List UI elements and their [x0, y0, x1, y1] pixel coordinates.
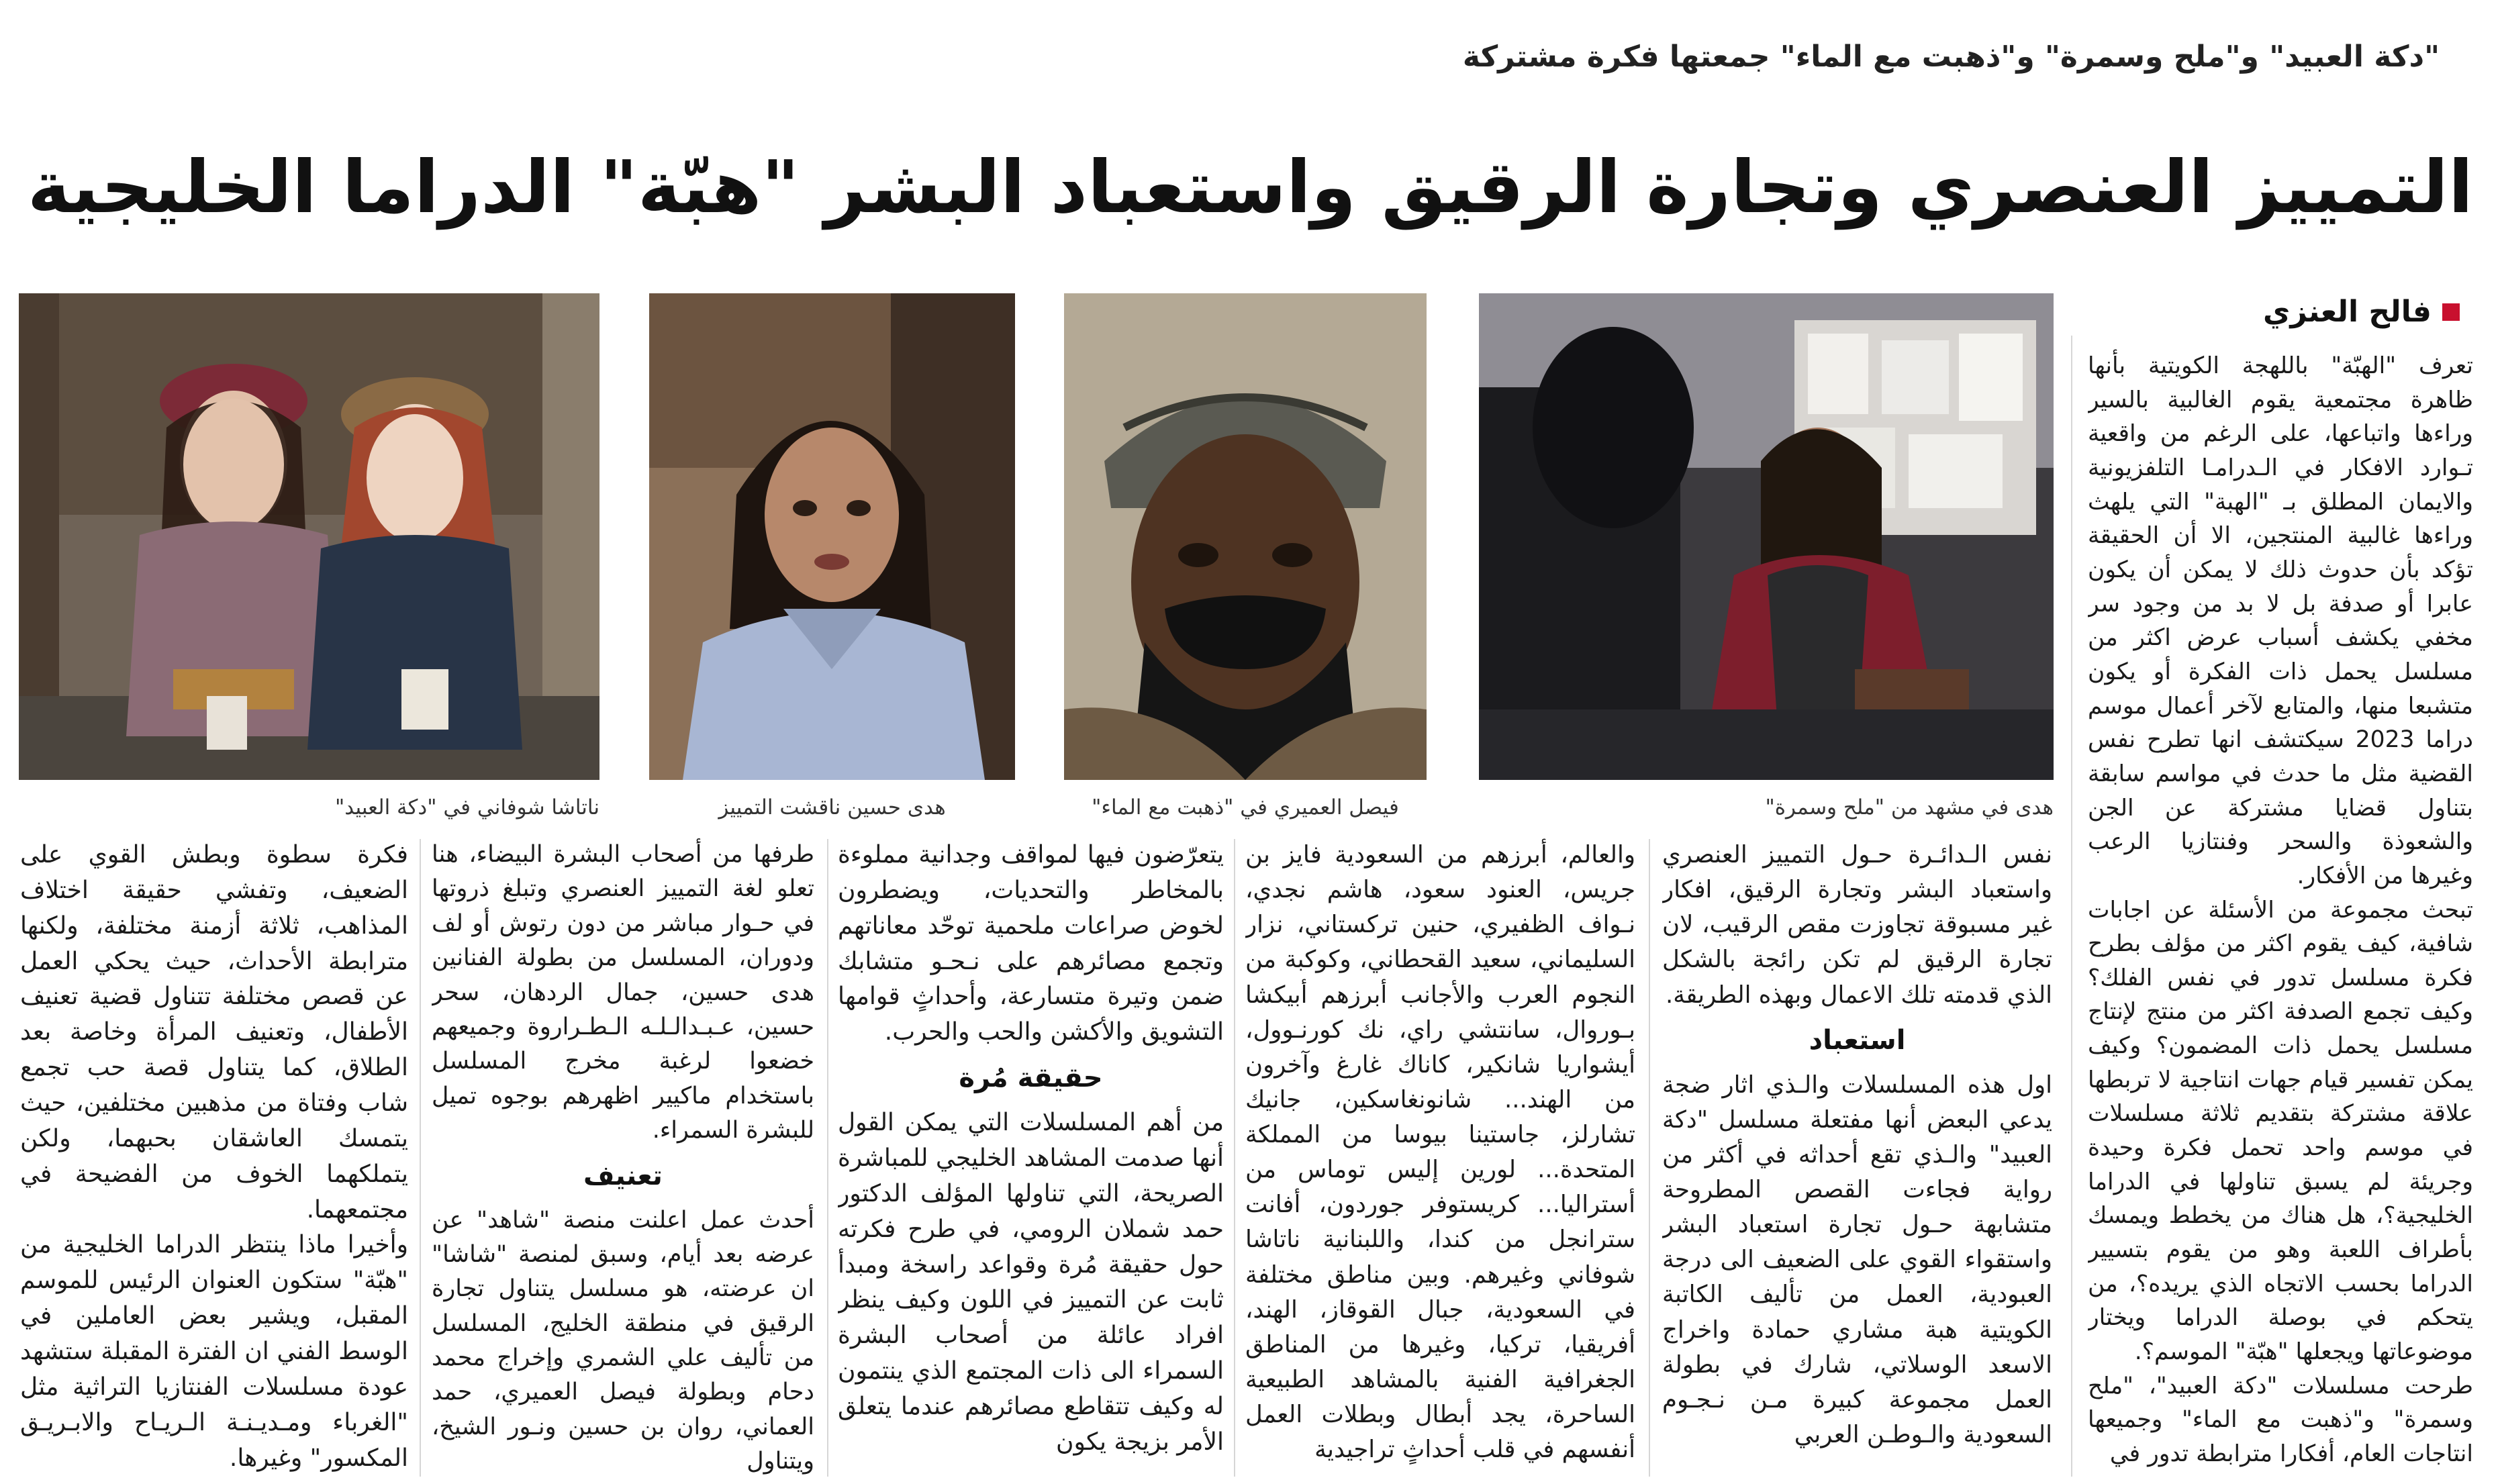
article-column-6: [20, 838, 408, 1483]
column-1-paragraph-2: تبحث مجموعة من الأسئلة عن اجابات شافية، كيف يقوم اكثر من مؤلف بطرح فكرة مسلسل تدور في نفس الفلك؟ وكيف تجمع الصدفة اكثر من منتج لإنتاج مسلسل يحمل ذات المضمون؟ وكيف يمكن تفسير قيام جهات انتاجية لا تربطها علاقة مشتركة بتقديم ثلاثة مسلسلات في موسم واحد تحمل فكرة وحيدة وجريئة لم يسبق تناولها في الدراما الخليجية؟، هل هناك من يخطط ويمسك بأطراف اللعبة وهو من يقوم بتسيير الدراما بحسب الاتجاه الذي يريده؟، من يتحكم في بوصلة الدراما ويختار موضوعاتها ويجعلها "هبّة" الموسم؟.: [2088, 896, 2473, 1366]
column-1-paragraph-1: تعرف "الهبّة" باللهجة الكويتية بأنها ظاهرة مجتمعية يقوم الغالبية بالسير وراءها واتباعها، على الرغم من واقعية تـوارد الافكار في الـدرامـا التلفزيونية والايمان المطلق بـ "الهبة" التي يلهث وراءها غالبية المنتجين، الا أن الحقيقة تؤكد بأن حدوث ذلك لا يمكن أن يكون عابرا أو صدفة بل لا بد من وجود سر مخفي يكشف أسباب عرض اكثر من مسلسل يحمل ذات الفكرة أو يكون متشبعا منها، والمتابع لآخر أعمال موسم دراما 2023 سيكتشف انها تطرح نفس القضية مثل ما حدث في مواسم سابقة بتناول قضايا مشتركة عن الجن والشعوذة والسحر وفنتازيا الرعب وغيرها من الأفكار.: [2088, 352, 2473, 889]
photo-faisal-caption: فيصل العميري في "ذهبت مع الماء": [1092, 795, 1399, 820]
photo-natasha: [19, 293, 599, 780]
column-3-paragraph-1: والعالم، أبرزهم من السعودية فايز بن جريس، العنود سعود، هاشم نجدي، نـواف الظفيري، حنين تركستاني، نزار السليماني، سعيد القحطاني، وكوكبة من النجوم العرب والأجانب أبرزهم أبيكشا بـوروال، سانتشي راي، نك كورنـوول، أيشواريا شانكير، كاناك غارغ وآخرون من الهند... شانونغاسكين، جانيك تشارلز، جاستينا بيوسا من المملكة المتحدة... لورين إليس توماس من أستراليا... كريستوفر جوردون، أفانت سترانجل من كندا، واللبنانية ناتاشا شوفاني وغيرهم. وبين مناطق مختلفة في السعودية، جبال القوقاز، الهند، أفريقيا، تركيا، وغيرها من المناطق الجغرافية الفنية بالمشاهد الطبيعية الساحرة، يجد أبطال وبطلات العمل أنفسهم في قلب أحداثٍ تراجيدية: [1245, 841, 1635, 1464]
article-column-5: [432, 838, 814, 1483]
article-column-3: [1245, 838, 1635, 1483]
photo-huda-hussein: [649, 293, 1015, 780]
column-6-paragraph-2: وأخيرا ماذا ينتظر الدراما الخليجية من "هبّة" ستكون العنوان الرئيس للموسم المقبل، ويشير بعض العاملين في الوسط الفني ان الفترة المقبلة ستشهد عودة مسلسلات الفنتازيا التراثية مثل "الغرباء ومـديـنـة الـريـاح والابـريـق المكسور" وغيرها.: [20, 1231, 408, 1472]
subheading-haqiqa-murra: حقيقة مُرة: [959, 1062, 1103, 1094]
column-divider: [420, 839, 421, 1477]
article-column-2: [1662, 838, 2052, 1483]
column-2-paragraph-1: نفس الـدائـرة حـول التمييز العنصري واستعباد البشر وتجارة الرقيق، افكار غير مسبوقة تجاوزت مقص الرقيب، لان تجارة الرقيق لم تكن رائجة بالشكل الذي قدمته تلك الاعمال وبهذه الطريقة.: [1662, 841, 2052, 1009]
subheading-istibad: استعباد: [1809, 1024, 1906, 1056]
article-headline: التمييز العنصري وتجارة الرقيق واستعباد البشر "هبّة" الدراما الخليجية: [27, 146, 2473, 230]
article-column-4: [838, 838, 1224, 1483]
column-6-paragraph-1: فكرة سطوة وبطش القوي على الضعيف، وتفشي حقيقة اختلاف المذاهب، ثلاثة أزمنة مختلفة، ولكنها مترابطة الأحداث، حيث يحكي العمل عن قصص مختلفة تتناول قضية تعنيف الأطفال، وتعنيف المرأة وخاصة بعد الطلاق، كما يتناول قصة حب تجمع شاب وفتاة من مذهبين مختلفين، حيث يتمسك العاشقان بحبهما، ولكن يتملكهما الخوف من الفضيحة في مجتمعهما.: [20, 841, 408, 1224]
byline-square-icon: [2442, 303, 2460, 321]
photo-huda-scene-image: [1479, 293, 2054, 780]
photo-huda-scene-caption: هدى في مشهد من "ملح وسمرة": [1765, 795, 2054, 820]
column-divider: [2071, 336, 2072, 1477]
subheading-tanif: تعنيف: [583, 1160, 663, 1191]
column-5-paragraph-2: أحدث عمل اعلنت منصة "شاهد" عن عرضه بعد أيام، وسبق لمنصة "شاشا" ان عرضته، هو مسلسل يتناول تجارة الرقيق في منطقة الخليج، المسلسل من تأليف علي الشمري وإخراج محمد دحام وبطولة فيصل العميري، حمد العماني، روان بن حسين ونـور الشيخ، ويتناول: [432, 1206, 814, 1475]
photo-natasha-image: [19, 293, 599, 780]
article-column-1: [2088, 349, 2473, 1483]
column-5-paragraph-1: طرفها من أصحاب البشرة البيضاء، هنا تعلو لغة التمييز العنصري وتبلغ ذروتها في حـوار مباشر من دون رتوش أو لف ودوران، المسلسل من بطولة الفنانين هدى حسين، جمال الردهان، سحر حسين، عـبـدالـلـه الـطـراروة وجميعهم خضعوا لرغبة مخرج المسلسل باستخدام ماكيير اظهرهم بوجوه تميل للبشرة السمراء.: [432, 841, 814, 1144]
photo-huda-hussein-caption: هدى حسين ناقشت التمييز: [718, 795, 946, 820]
column-divider: [1234, 839, 1235, 1477]
column-divider: [1649, 839, 1650, 1477]
photo-faisal: [1064, 293, 1427, 780]
photo-huda-scene: [1479, 293, 2054, 780]
photo-faisal-image: [1064, 293, 1427, 780]
photo-natasha-caption: ناتاشا شوفاني في "دكة العبيد": [334, 795, 599, 820]
byline-author: فالح العنزي: [2263, 295, 2432, 329]
column-4-paragraph-1: يتعرّضون فيها لمواقف وجدانية مملوءة بالمخاطر والتحديات، ويضطرون لخوض صراعات ملحمية توحّد معاناتهم وتجمع مصائرهم على نـحـو متشابك ضمن وتيرة متسارعة، وأحداثٍ قوامها التشويق والأكشن والحب والحرب.: [838, 841, 1224, 1046]
column-divider: [827, 839, 828, 1477]
column-4-paragraph-2: من أهم المسلسلات التي يمكن القول أنها صدمت المشاهد الخليجي للمباشرة الصريحة، التي تناولها المؤلف الدكتور حمد شملان الرومي، في طرح فكرته حول حقيقة مُرة وقواعد راسخة ومبدأ ثابت عن التمييز في اللون وكيف ينظر افراد عائلة من أصحاب البشرة السمراء الى ذات المجتمع الذي ينتمون له وكيف تتقاطع مصائرهم عندما يتعلق الأمر بزيجة يكون: [838, 1109, 1224, 1456]
article-kicker: "دكة العبيد" و"ملح وسمرة" و"ذهبت مع الماء" جمعتها فكرة مشتركة: [1462, 40, 2440, 74]
column-1-paragraph-3: طرحت مسلسلات "دكة العبيد"، "ملح وسمرة" و"ذهبت مع الماء" وجميعها انتاجات العام، أفكارا مترابطة تدور في: [2088, 1372, 2473, 1467]
photo-huda-hussein-image: [649, 293, 1015, 780]
column-2-paragraph-2: اول هذه المسلسلات والـذي اثار ضجة يدعي البعض أنها مفتعلة مسلسل "دكة العبيد" والـذي تقع أحداثه في أكثر من رواية فجاءت القصص المطروحة متشابهة حـول تجارة استعباد البشر واستقواء القوي على الضعيف الى درجة العبودية، العمل من تأليف الكاتبة الكويتية هبة مشاري حمادة واخراج الاسعد الوسلاتي، شارك في بطولة العمل مجموعة كبيرة مـن نـجـوم السعودية والـوطـن العربي: [1662, 1071, 2052, 1448]
byline: [2097, 292, 2460, 332]
